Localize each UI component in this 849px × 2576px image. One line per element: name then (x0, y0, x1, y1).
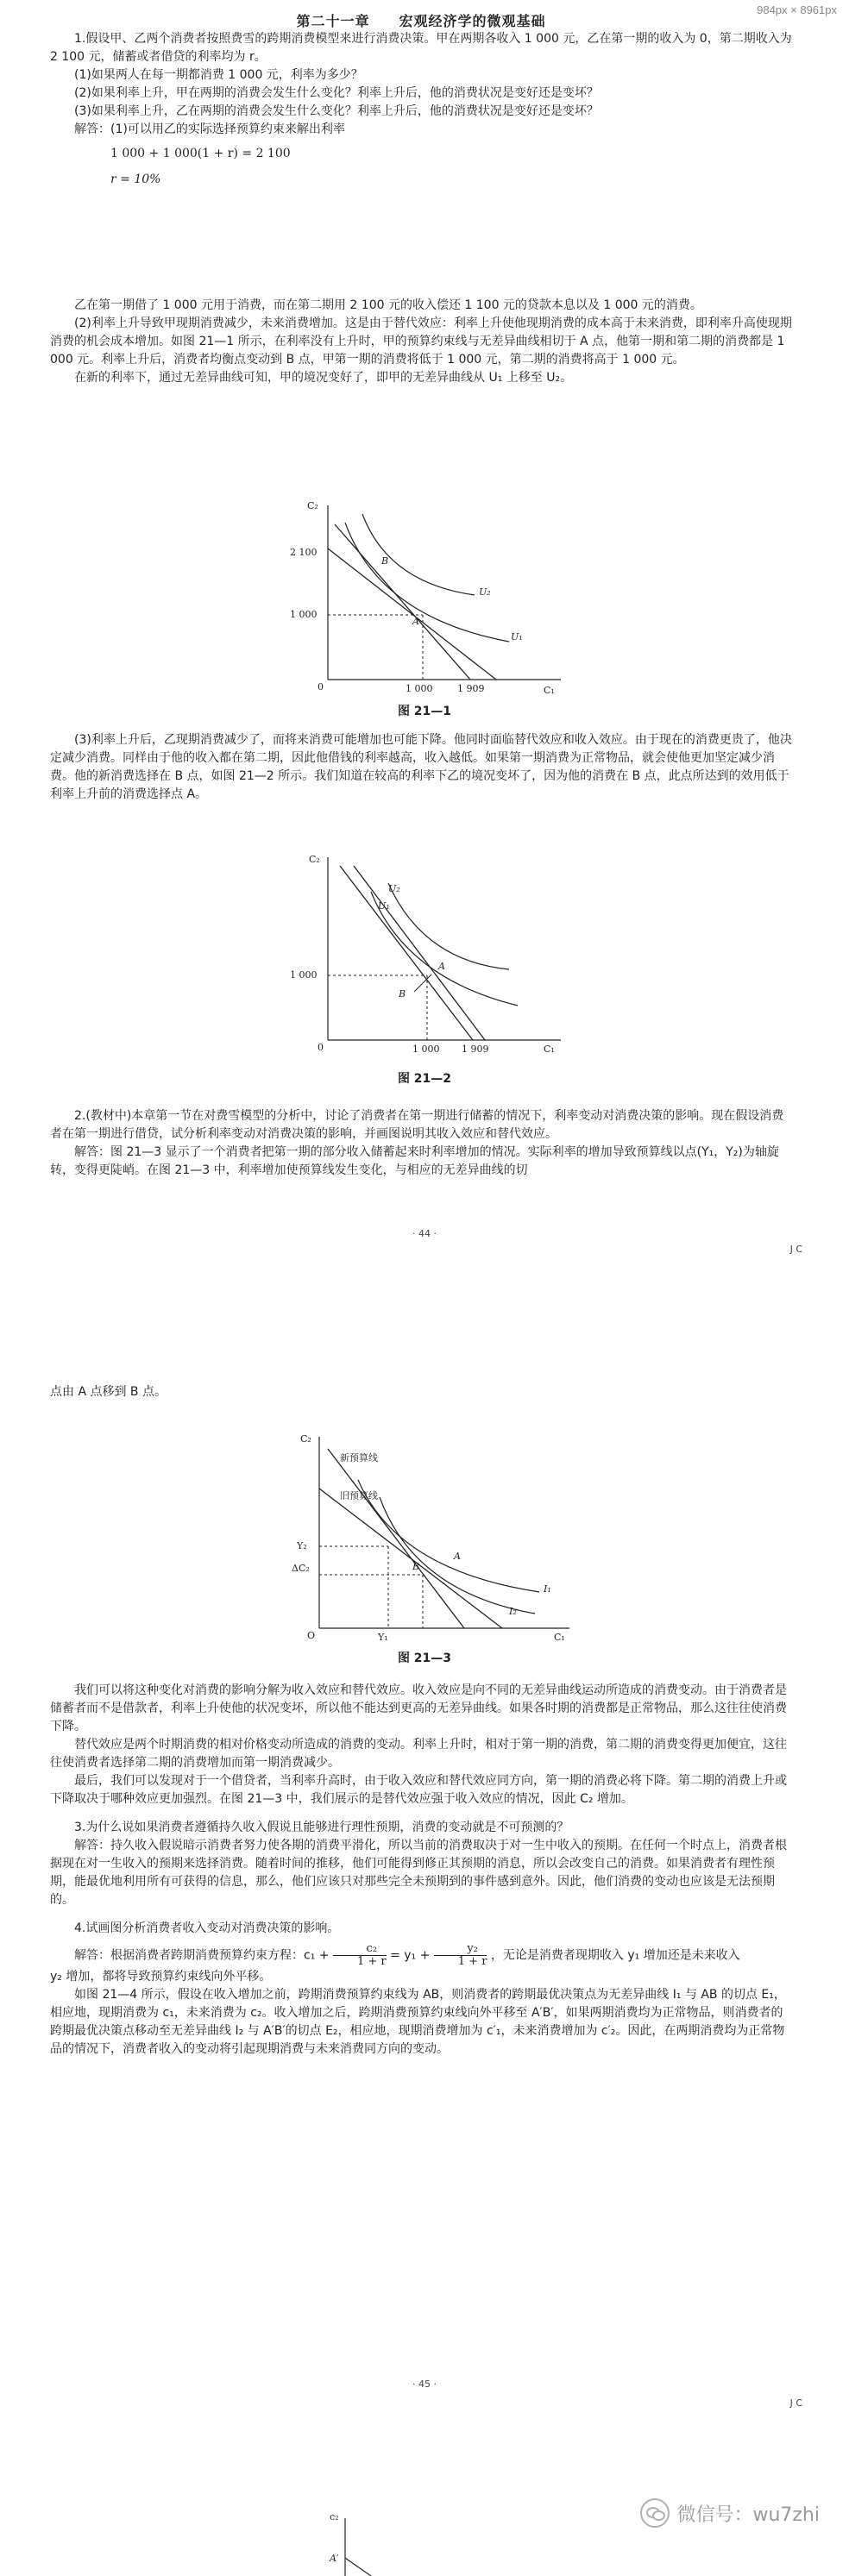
page-44-text-fig2-intro (50, 731, 792, 804)
fraction-y2-den: 1 + r (457, 1955, 487, 1968)
figure-21-2-caption: 图 21—2 (397, 1072, 452, 1086)
fig3-point-b: B (412, 1561, 420, 1572)
page-44 (0, 12, 849, 1280)
fig1-curve-u2 (362, 514, 475, 595)
fraction-y2 (434, 1943, 487, 1968)
fig3-label-i2: I₂ (509, 1606, 517, 1617)
fig4-budget-line (345, 2558, 371, 2576)
fig3-budget-old (319, 1489, 502, 1628)
question-1-part-3: (3)如果利率上升，乙在两期的消费会发生什么变化？利率上升后，他的消费状况是变好还是变坏？ (74, 104, 599, 118)
answer-4-line-2: y₂ 增加，都将导致预算约束线向外平移。 (50, 1970, 272, 1984)
fig1-origin: 0 (318, 681, 324, 693)
page-45-text-top (50, 1383, 792, 1401)
fig1-ytick-1000: 1 000 (290, 609, 318, 620)
fig2-xtick-1000: 1 000 (412, 1044, 440, 1055)
fig2-x-axis-label: C₁ (544, 1044, 555, 1055)
fig1-xtick-1000: 1 000 (406, 683, 433, 694)
fig2-point-b: B (399, 988, 406, 1000)
spacer (50, 1909, 792, 1920)
fig2-y-axis-label: C₂ (309, 854, 320, 865)
answer-3: 解答：持久收入假说暗示消费者努力使各期的消费平滑化，所以当前的消费取决于对一生中收入的预期。在任何一个时点上，消费者根据现在对一生收入的预期来选择消费。随着时间的推移，他们可能得到修正其预期的消息，所以会改变自己的消费。如果消费者有理性预期，能最优地利用所有可获得的信息，那么，他们应该只对那些完全未预期到的事件感到意外。因此，他们消费的变动也应该是无法预期的。 (50, 1839, 787, 1907)
fig3-label-y1: Y₁ (378, 1632, 388, 1643)
spacer (50, 1808, 792, 1819)
answer-2-para-2: 替代效应是两个时期消费的相对价格变动所造成的消费的变动。利率上升时，相对于第一期的消费，第二期的消费变得更加便宜，这往往使消费者选择第二期的消费增加而第一期消费减少。 (50, 1738, 787, 1770)
fig3-y-axis-label: C₂ (300, 1433, 311, 1445)
figure-21-1 (285, 488, 578, 695)
watermark-text: 微信号：wu7zhi (676, 2504, 820, 2526)
fig4-y-axis-label: c₂ (330, 2511, 339, 2523)
fig2-point-a: A (438, 961, 445, 972)
question-1-part-2: (2)如果利率上升，甲在两期的消费会发生什么变化？利率上升后，他的消费状况是变好还是变坏？ (74, 86, 599, 100)
fig1-y-axis-label: C₂ (307, 500, 318, 511)
page-number-45: · 45 · (412, 2379, 437, 2390)
fig1-budget-new (335, 524, 470, 680)
fig1-xtick-1909: 1 909 (457, 683, 485, 694)
page-44-footer-jc: J C (789, 1244, 802, 1255)
fraction-y2-num: y₂ (434, 1943, 487, 1956)
fig1-label-u1: U₁ (511, 631, 523, 642)
fig4-point-a-prime: A′ (330, 2553, 339, 2564)
fig2-budget-new (340, 866, 473, 1040)
fig2-curve-u2 (388, 883, 509, 969)
fraction-c2-den: 1 + r (356, 1955, 387, 1968)
figure-21-3 (276, 1420, 587, 1644)
answer-1-intro: 解答：(1)可以用乙的实际选择预算约束来解出利率 (74, 122, 345, 136)
equation-1: 1 000 + 1 000(1 + r) = 2 100 (110, 147, 291, 160)
fig3-point-a: A (454, 1551, 461, 1562)
fig2-label-u2: U₂ (388, 883, 400, 894)
watermark (640, 2498, 820, 2528)
equation-2: r = 10% (110, 172, 161, 186)
answer-1-para-d: (3)利率上升后，乙现期消费减少了，而将来消费可能增加也可能下降。他同时面临替代效应和收入效应。由于现在的消费更贵了，他决定减少消费。同样由于他的收入都在第二期，因此他借钱的利率越高，收入越低。如果第一期消费为正常物品，就会使他更加坚定减少消费。他的新消费选择在 B 点，如图 21—2 所示。我们知道在较高的利率下乙的境况变坏了，因为他的消费在 B 点，此点所达到的效用低于利率上升前的消费选择点 A。 (50, 733, 792, 801)
answer-4-equation-line (50, 1943, 792, 1968)
fig2-ytick-1000: 1 000 (290, 969, 318, 981)
image-dims-label: 984px × 8961px (757, 3, 837, 16)
fig1-point-a: A (412, 616, 419, 627)
figure-21-1-caption: 图 21—1 (397, 705, 452, 718)
fig2-label-u1: U₁ (378, 900, 390, 912)
answer-4-pre: 解答：根据消费者跨期消费预算约束方程：c₁ + (74, 1948, 330, 1963)
fig3-budget-new (328, 1449, 464, 1628)
fraction-c2 (333, 1943, 387, 1968)
question-1: 1.假设甲、乙两个消费者按照费雪的跨期消费模型来进行消费决策。甲在两期各收入 1 000 元，乙在第一期的收入为 0，第二期收入为 2 100 元，储蓄或者借贷的利率均为 r。 (50, 32, 792, 64)
question-2: 2.(教材中)本章第一节在对费雪模型的分析中，讨论了消费者在第一期进行储蓄的情况下，利率变动对消费决策的影响。现在假设消费者在第一期进行借贷，试分析利率变动对消费决策的影响，并画图说明其收入效应和替代效应。 (50, 1109, 784, 1141)
fig2-xtick-1909: 1 909 (462, 1044, 489, 1055)
answer-2-continued: 点由 A 点移到 B 点。 (50, 1385, 167, 1399)
question-4: 4.试画图分析消费者收入变动对消费决策的影响。 (74, 1921, 340, 1935)
wechat-icon (640, 2498, 670, 2528)
page-45 (0, 1380, 849, 2576)
figure-21-2 (285, 840, 578, 1056)
fig3-label-i1: I₁ (544, 1583, 551, 1595)
answer-2-para-3: 最后，我们可以发现对于一个借贷者，当利率升高时，由于收入效应和替代效应同方向，第一期的消费必将下降。第二期的消费上升或下降取决于哪种效应更加强烈。在图 21—3 中，我们展示的是替代效应强于收入效应的情况，因此 C₂ 增加。 (50, 1774, 787, 1806)
fig3-label-dc2: ΔC₂ (292, 1563, 310, 1574)
fig1-budget-old (328, 548, 496, 680)
chapter-title: 第二十一章 宏观经济学的微观基础 (296, 13, 546, 29)
fig3-curve-i1 (358, 1480, 539, 1592)
answer-4-mid: = y₁ + (390, 1948, 431, 1963)
fraction-c2-num: c₂ (333, 1943, 387, 1956)
fig2-origin: 0 (318, 1042, 324, 1053)
figure-21-3-caption: 图 21—3 (397, 1652, 452, 1665)
answer-2-para-1: 我们可以将这种变化对消费的影响分解为收入效应和替代效应。收入效应是向不同的无差异曲线运动所造成的消费变动。由于消费者是储蓄者而不是借款者，利率上升使他的状况变坏，所以他不能达到更高的无差异曲线。如果各时期的消费都是正常物品，那么这往往使消费下降。 (50, 1683, 787, 1733)
question-1-part-1: (1)如果两人在每一期都消费 1 000 元，利率为多少？ (74, 68, 363, 82)
fig1-x-axis-label: C₁ (544, 685, 555, 695)
fig2-budget-old (354, 866, 485, 1040)
page-44-text-mid (50, 297, 792, 387)
page-44-text-top (50, 12, 792, 194)
figure-21-4-partial (311, 2501, 414, 2576)
page-44-text-bottom (50, 1107, 792, 1180)
fig1-label-u2: U₂ (479, 586, 491, 598)
fig1-ytick-2100: 2 100 (290, 547, 318, 558)
fig3-new-line-label: 新预算线 (340, 1452, 378, 1463)
page-number-44: · 44 · (412, 1228, 437, 1239)
fig1-point-b: B (381, 555, 389, 567)
fig3-x-axis-label: C₁ (554, 1632, 565, 1643)
answer-4-post: ，无论是消费者现期收入 y₁ 增加还是未来收入 (490, 1948, 740, 1963)
answer-1-para-a: 乙在第一期借了 1 000 元用于消费，而在第二期用 2 100 元的收入偿还 1 100 元的贷款本息以及 1 000 元的消费。 (74, 298, 702, 312)
question-3: 3.为什么说如果消费者遵循持久收入假说且能够进行理性预期，消费的变动就是不可预测的？ (74, 1821, 569, 1834)
fig3-origin: O (307, 1630, 316, 1641)
answer-1-para-c: 在新的利率下，通过无差异曲线可知，甲的境况变好了，即甲的无差异曲线从 U₁ 上移至 U₂。 (74, 371, 573, 385)
page-45-text-mid (50, 1682, 792, 2059)
answer-1-para-b: (2)利率上升导致甲现期消费减少，未来消费增加。这是由于替代效应：利率上升使他现期消费的成本高于未来消费，即利率升高使现期消费的机会成本增加。如图 21—1 所示，在利率没有上升时，甲的预算约束线与无差异曲线相切于 A 点，他第一期和第二期的消费都是 1 000 元。利率上升后，消费者均衡点变动到 B 点，甲第一期的消费将低于 1 000 元，第二期的消费将高于 1 000 元。 (50, 317, 792, 367)
answer-2-part-1: 解答：图 21—3 显示了一个消费者把第一期的部分收入储蓄起来时利率增加的情况。实际利率的增加导致预算线以点(Y₁，Y₂)为轴旋转，变得更陡峭。在图 21—3 中，利率增加使预算线发生变化，与相应的无差异曲线的切 (50, 1145, 779, 1177)
answer-4-para: 如图 21—4 所示，假设在收入增加之前，跨期消费预算约束线为 AB，则消费者的跨期最优决策点为无差异曲线 I₁ 与 AB 的切点 E₁，相应地，现期消费为 c₁，未来消费为 c₂。收入增加之后，跨期消费预算约束线向外平移至 A′B′，如果两期消费均为正常物品，则消费者的跨期最优决策点移动至无差异曲线 I₂ 与 A′B′的切点 E₂，相应地，现期消费增加为 c′₁，未来消费增加为 c′₂。因此，在两期消费均为正常物品的情况下，消费者收入的变动将引起现期消费与未来消费同方向的变动。 (50, 1988, 786, 2056)
fig3-label-y2: Y₂ (297, 1540, 307, 1551)
fig3-old-line-label: 旧预算线 (340, 1490, 378, 1501)
page-45-footer-jc: J C (789, 2397, 802, 2409)
